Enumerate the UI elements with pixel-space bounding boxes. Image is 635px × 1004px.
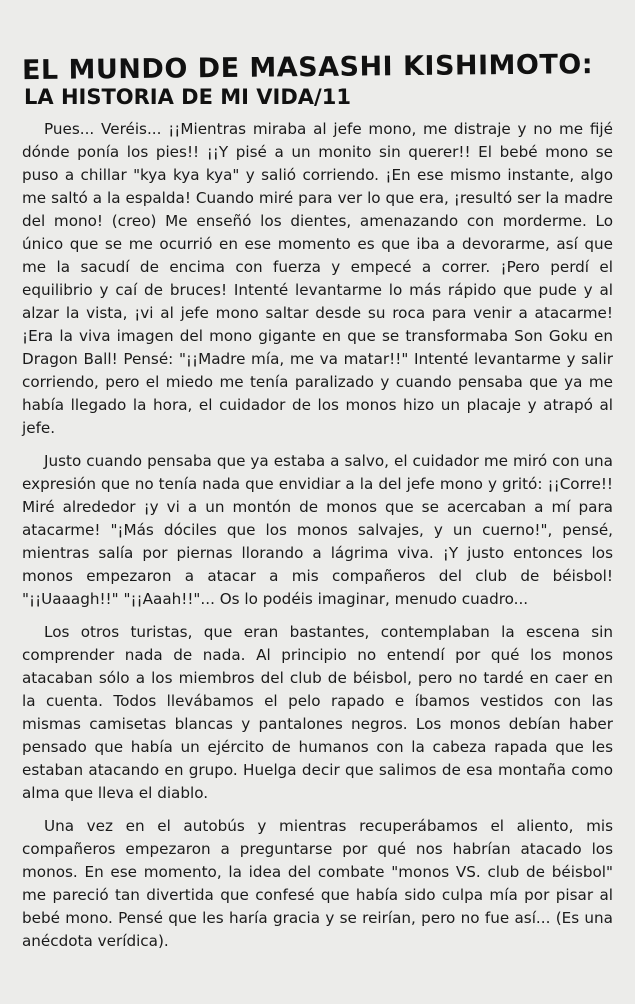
paragraph-4: Una vez en el autobús y mientras recuperábamos el aliento, mis compañeros empezaron a preguntarse por qué nos habrían atacado los monos. En ese momento, la idea del combate "monos VS. club de béisbol" me pareció tan divertida que confesé que había sido culpa mía por pisar al bebé mono. Pensé que les haría gracia y se reirían, pero no fue así... (Es una anécdota verídica). [22, 817, 613, 950]
page-title: EL MUNDO DE MASASHI KISHIMOTO: [21, 49, 594, 87]
page-subtitle: LA HISTORIA DE MI VIDA/11 [24, 85, 351, 109]
paragraph-3: Los otros turistas, que eran bastantes, contemplaban la escena sin comprender nada de nada. Al principio no entendí por qué los monos atacaban sólo a los miembros del club de béisbol, pero no tardé en caer en la cuenta. Todos llevábamos el pelo rapado e íbamos vestidos con las mismas camisetas blancas y pantalones negros. Los monos debían haber pensado que había un ejército de humanos con la cabeza rapada que les estaban atacando en grupo. Huelga decir que salimos de esa montaña como alma que lleva el diablo. [22, 623, 613, 802]
paragraph-2: Justo cuando pensaba que ya estaba a salvo, el cuidador me miró con una expresión que no tenía nada que envidiar a la del jefe mono y gritó: ¡¡Corre!! Miré alrededor ¡y vi a un montón de monos que se acercaban a mí para atacarme! "¡Más dóciles que los monos salvajes, y un cuerno!", pensé, mientras salía por piernas llorando a lágrima viva. ¡Y justo entonces los monos empezaron a atacar a mis compañeros del club de béisbol! "¡¡Uaaagh!!" "¡¡Aaah!!"... Os lo podéis imaginar, menudo cuadro... [22, 452, 613, 608]
paragraph-1: Pues... Veréis... ¡¡Mientras miraba al jefe mono, me distraje y no me fijé dónde ponía los pies!! ¡¡Y pisé a un monito sin querer!! El bebé mono se puso a chillar "kya kya kya" y salió corriendo. ¡En ese mismo instante, algo me saltó a la espalda! Cuando miré para ver lo que era, ¡resultó ser la madre del mono! (creo) Me enseñó los dientes, amenazando con morderme. Lo único que se me ocurrió en ese momento es que iba a devorarme, así que me la sacudí de encima con fuerza y empecé a correr. ¡Pero perdí el equilibrio y caí de bruces! Intenté levantarme lo más rápido que pude y al alzar la vista, ¡vi al jefe mono saltar desde su roca para venir a atacarme! ¡Era la viva imagen del mono gigante en que se transformaba Son Goku en Dragon Ball! Pensé: "¡¡Madre mía, me va matar!!" Intenté levantarme y salir corriendo, pero el miedo me tenía paralizado y cuando pensaba que ya me había llegado la hora, el cuidador de los monos hizo un placaje y atrapó al jefe. [22, 120, 613, 437]
